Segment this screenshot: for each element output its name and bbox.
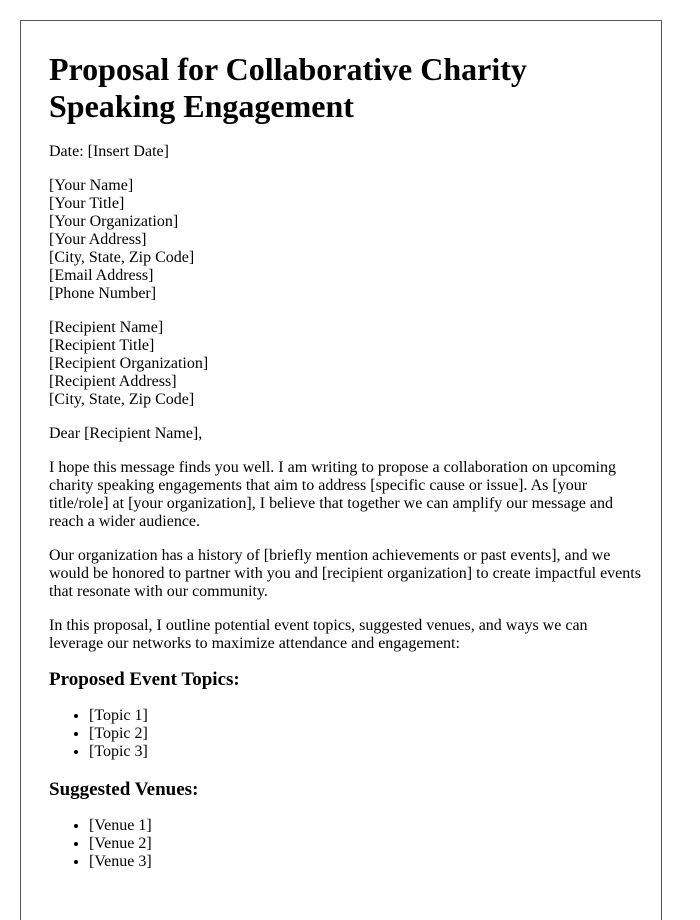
list-item: • [Topic 2] bbox=[89, 725, 641, 743]
recipient-address-block bbox=[49, 319, 641, 409]
letter-page bbox=[20, 20, 662, 920]
list-item: • [Venue 2] bbox=[89, 835, 641, 853]
topics-heading: Proposed Event Topics: bbox=[49, 669, 240, 690]
venues-heading: Suggested Venues: bbox=[49, 779, 199, 800]
recipient-name: [Recipient Name] bbox=[49, 319, 164, 336]
salutation: Dear [Recipient Name], bbox=[49, 425, 203, 442]
body-paragraph: Our organization has a history of [briefly mention achievements or past events], and we would be honored to partner with you and [recipient organization] to create impactful events that resonate with our community. bbox=[49, 547, 641, 600]
sender-city-state-zip: [City, State, Zip Code] bbox=[49, 249, 195, 266]
sender-organization: [Your Organization] bbox=[49, 213, 179, 230]
list-item: • [Venue 3] bbox=[89, 853, 641, 871]
topics-list bbox=[49, 707, 641, 761]
sender-address: [Your Address] bbox=[49, 231, 147, 248]
date-line: Date: [Insert Date] bbox=[49, 143, 169, 160]
body-paragraph: I hope this message finds you well. I am writing to propose a collaboration on upcoming charity speaking engagements that aim to address [specific cause or issue]. As [your title/role] at [your organization], I believe that together we can amplify our message and reach a wider audience. bbox=[49, 459, 616, 530]
sender-address-block bbox=[49, 177, 641, 303]
list-item: • [Topic 1] bbox=[89, 707, 641, 725]
recipient-organization: [Recipient Organization] bbox=[49, 355, 209, 372]
sender-title: [Your Title] bbox=[49, 195, 125, 212]
list-item: • [Venue 1] bbox=[89, 817, 641, 835]
recipient-address: [Recipient Address] bbox=[49, 373, 177, 390]
body-paragraph: In this proposal, I outline potential event topics, suggested venues, and ways we can leverage our networks to maximize attendance and engagement: bbox=[49, 617, 588, 652]
letter-title: Proposal for Collaborative Charity Speaking Engagement bbox=[49, 51, 527, 124]
recipient-title: [Recipient Title] bbox=[49, 337, 155, 354]
list-item: • [Topic 3] bbox=[89, 743, 641, 761]
recipient-city-state-zip: [City, State, Zip Code] bbox=[49, 391, 195, 408]
sender-name: [Your Name] bbox=[49, 177, 134, 194]
sender-phone: [Phone Number] bbox=[49, 285, 157, 302]
venues-list bbox=[49, 817, 641, 871]
sender-email: [Email Address] bbox=[49, 267, 154, 284]
